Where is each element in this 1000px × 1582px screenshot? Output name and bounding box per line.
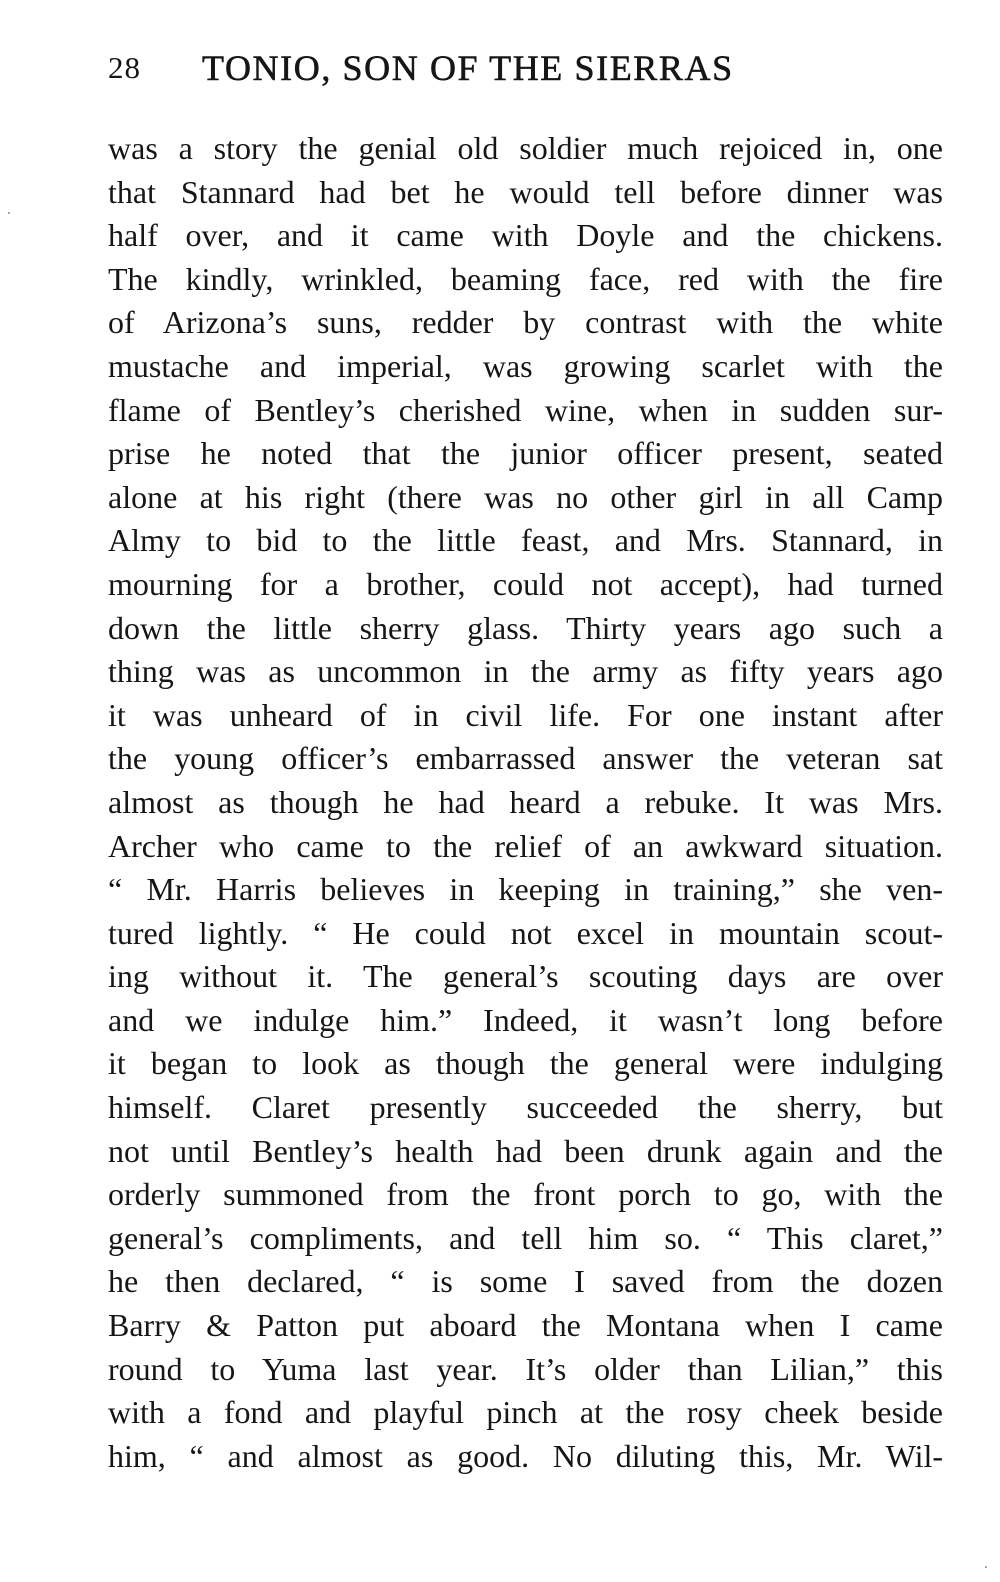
- text-line: him, “ and almost as good. No diluting this, Mr. Wil-: [108, 1437, 943, 1474]
- text-line: mourning for a brother, could not accept), had turned: [108, 565, 943, 602]
- text-line: orderly summoned from the front porch to go, with the: [108, 1176, 943, 1213]
- text-line: tured lightly. “ He could not excel in mountain scout-: [108, 914, 943, 951]
- scan-speck: [8, 212, 10, 214]
- text-line: with a fond and playful pinch at the rosy cheek beside: [108, 1394, 943, 1431]
- text-line: Almy to bid to the little feast, and Mrs. Stannard, in: [108, 522, 943, 559]
- text-line: down the little sherry glass. Thirty years ago such a: [108, 609, 943, 646]
- page-number: 28: [108, 50, 141, 85]
- text-line: “ Mr. Harris believes in keeping in training,” she ven-: [108, 871, 943, 908]
- text-line: Archer who came to the relief of an awkward situation.: [108, 827, 943, 864]
- text-line: almost as though he had heard a rebuke. It was Mrs.: [108, 783, 943, 820]
- text-line: himself. Claret presently succeeded the sherry, but: [108, 1089, 943, 1126]
- running-title: TONIO, SON OF THE SIERRAS: [202, 48, 734, 88]
- text-line: of Arizona’s suns, redder by contrast with the white: [108, 304, 943, 341]
- text-line: half over, and it came with Doyle and the chickens.: [108, 217, 943, 254]
- text-line: alone at his right (there was no other girl in all Camp: [108, 478, 943, 515]
- text-line: prise he noted that the junior officer present, seated: [108, 435, 943, 472]
- text-line: mustache and imperial, was growing scarlet with the: [108, 347, 943, 384]
- text-line: Barry & Patton put aboard the Montana when I came: [108, 1307, 943, 1344]
- text-line: was a story the genial old soldier much rejoiced in, one: [108, 130, 943, 166]
- text-line: and we indulge him.” Indeed, it wasn’t long before: [108, 1001, 943, 1038]
- body-text: [108, 127, 943, 1478]
- text-line: it began to look as though the general were indulging: [108, 1045, 943, 1082]
- text-line: thing was as uncommon in the army as fifty years ago: [108, 653, 943, 690]
- text-line: ing without it. The general’s scouting days are over: [108, 958, 943, 995]
- scan-speck: [985, 1566, 987, 1568]
- running-head: [108, 42, 868, 94]
- text-line: general’s compliments, and tell him so. “ This claret,”: [108, 1219, 943, 1256]
- text-line: he then declared, “ is some I saved from the dozen: [108, 1263, 943, 1300]
- text-line: the young officer’s embarrassed answer the veteran sat: [108, 740, 943, 777]
- text-line: that Stannard had bet he would tell before dinner was: [108, 173, 943, 210]
- text-line: it was unheard of in civil life. For one instant after: [108, 696, 943, 733]
- text-line: The kindly, wrinkled, beaming face, red with the fire: [108, 260, 943, 297]
- text-line: flame of Bentley’s cherished wine, when in sudden sur-: [108, 391, 943, 428]
- text-line: not until Bentley’s health had been drunk again and the: [108, 1132, 943, 1169]
- text-line: round to Yuma last year. It’s older than Lilian,” this: [108, 1350, 943, 1387]
